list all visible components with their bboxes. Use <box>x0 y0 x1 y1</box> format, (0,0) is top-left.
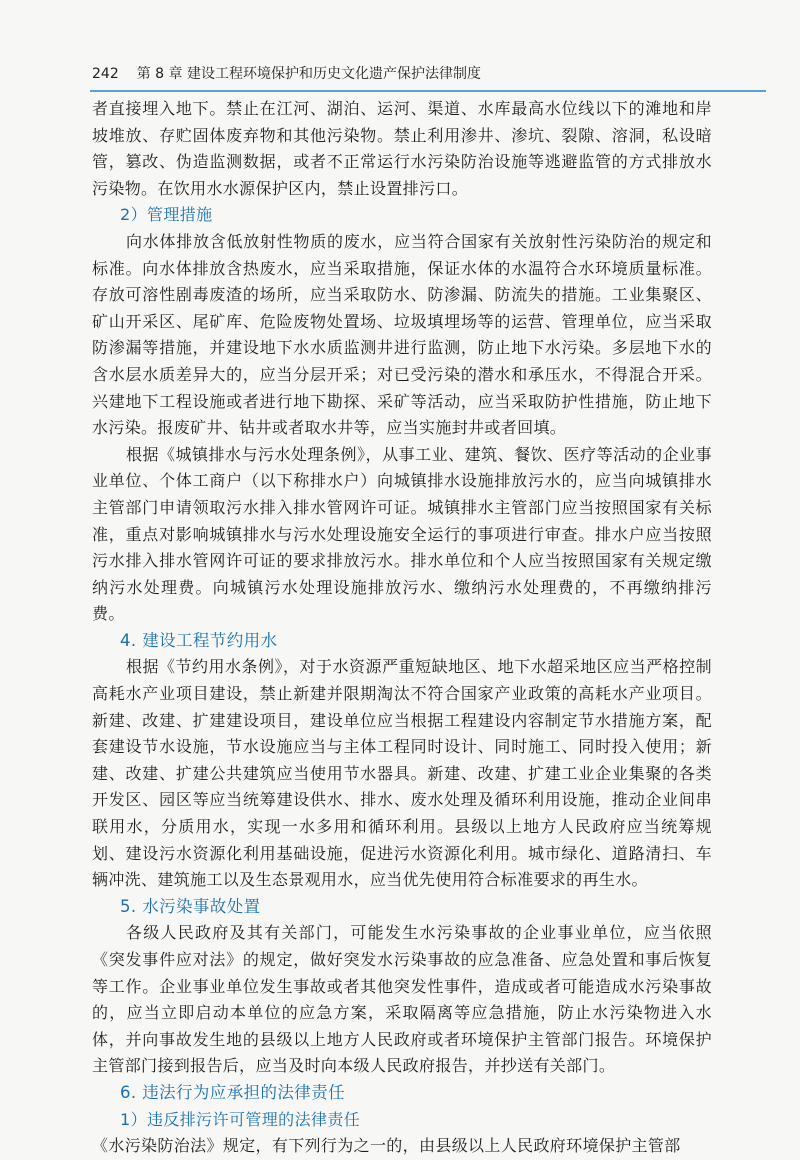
body-paragraph: 者直接埋入地下。禁止在江河、湖泊、运河、渠道、水库最高水位线以下的滩地和岸坡堆放、存贮固体废弃物和其他污染物。禁止利用渗井、渗坑、裂隙、溶洞，私设暗管，篡改、伪造监测数据，或者不正常运行水污染防治设施等逃避监管的方式排放水污染物。在饮用水水源保护区内，禁止设置排污口。 <box>92 99 712 198</box>
section-heading: 6. 违法行为应承担的法律责任 <box>120 1082 345 1102</box>
subsection-heading: 1）违反排污许可管理的法律责任 <box>120 1109 361 1129</box>
section-heading: 4. 建设工程节约用水 <box>120 630 278 650</box>
body-paragraph: 《水污染防治法》规定，有下列行为之一的，由县级以上人民政府环境保护主管部 <box>92 1136 681 1156</box>
page-number: 242 <box>92 66 119 82</box>
body-paragraph: 根据《节约用水条例》，对于水资源严重短缺地区、地下水超采地区应当严格控制高耗水产业项目建设，禁止新建并限期淘汰不符合国家产业政策的高耗水产业项目。新建、改建、扩建建设项目，建设单位应当根据工程建设内容制定节水措施方案，配套建设节水设施，节水设施应当与主体工程同时设计、同时施工、同时投入使用；新建、改建、扩建公共建筑应当使用节水器具。新建、改建、扩建工业企业集聚的各类开发区、园区等应当统筹建设供水、排水、废水处理及循环利用设施，推动企业间串联用水，分质用水，实现一水多用和循环利用。县级以上地方人民政府应当统筹规划、建设污水资源化利用基础设施，促进污水资源化利用。城市绿化、道路清扫、车辆冲洗、建筑施工以及生态景观用水，应当优先使用符合标准要求的再生水。 <box>92 657 712 890</box>
chapter-title: 第 8 章 建设工程环境保护和历史文化遗产保护法律制度 <box>136 66 481 82</box>
body-paragraph: 向水体排放含低放射性物质的废水，应当符合国家有关放射性污染防治的规定和标准。向水体排放含热废水，应当采取措施，保证水体的水温符合水环境质量标准。存放可溶性剧毒废渣的场所，应当采取防水、防渗漏、防流失的措施。工业集聚区、矿山开采区、尾矿库、危险废物处置场、垃圾填埋场等的运营、管理单位，应当采取防渗漏等措施，并建设地下水水质监测井进行监测，防止地下水污染。多层地下水的含水层水质差异大的，应当分层开采；对已受污染的潜水和承压水，不得混合开采。兴建地下工程设施或者进行地下勘探、采矿等活动，应当采取防护性措施，防止地下水污染。报废矿井、钻井或者取水井等，应当实施封井或者回填。 <box>92 231 712 438</box>
section-heading: 5. 水污染事故处置 <box>120 896 261 916</box>
page-header <box>92 64 481 84</box>
page-body <box>92 96 712 1160</box>
body-paragraph: 根据《城镇排水与污水处理条例》，从事工业、建筑、餐饮、医疗等活动的企业事业单位、个体工商户（以下称排水户）向城镇排水设施排放污水的，应当向城镇排水主管部门申请领取污水排入排水管网许可证。城镇排水主管部门应当按照国家有关标准，重点对影响城镇排水与污水处理设施安全运行的事项进行审查。排水户应当按照污水排入排水管网许可证的要求排放污水。排水单位和个人应当按照国家有关规定缴纳污水处理费。向城镇污水处理设施排放污水、缴纳污水处理费的，不再缴纳排污费。 <box>92 444 712 624</box>
body-paragraph: 各级人民政府及其有关部门，可能发生水污染事故的企业事业单位，应当依照《突发事件应对法》的规定，做好突发水污染事故的应急准备、应急处置和事后恢复等工作。企业事业单位发生事故或者其他突发性事件，造成或者可能造成水污染事故的，应当立即启动本单位的应急方案，采取隔离等应急措施，防止水污染物进入水体，并向事故发生地的县级以上地方人民政府或者环境保护主管部门报告。环境保护主管部门接到报告后，应当及时向本级人民政府报告，并抄送有关部门。 <box>92 923 712 1076</box>
header-rule <box>90 90 766 92</box>
subsection-heading: 2）管理措施 <box>120 205 213 225</box>
